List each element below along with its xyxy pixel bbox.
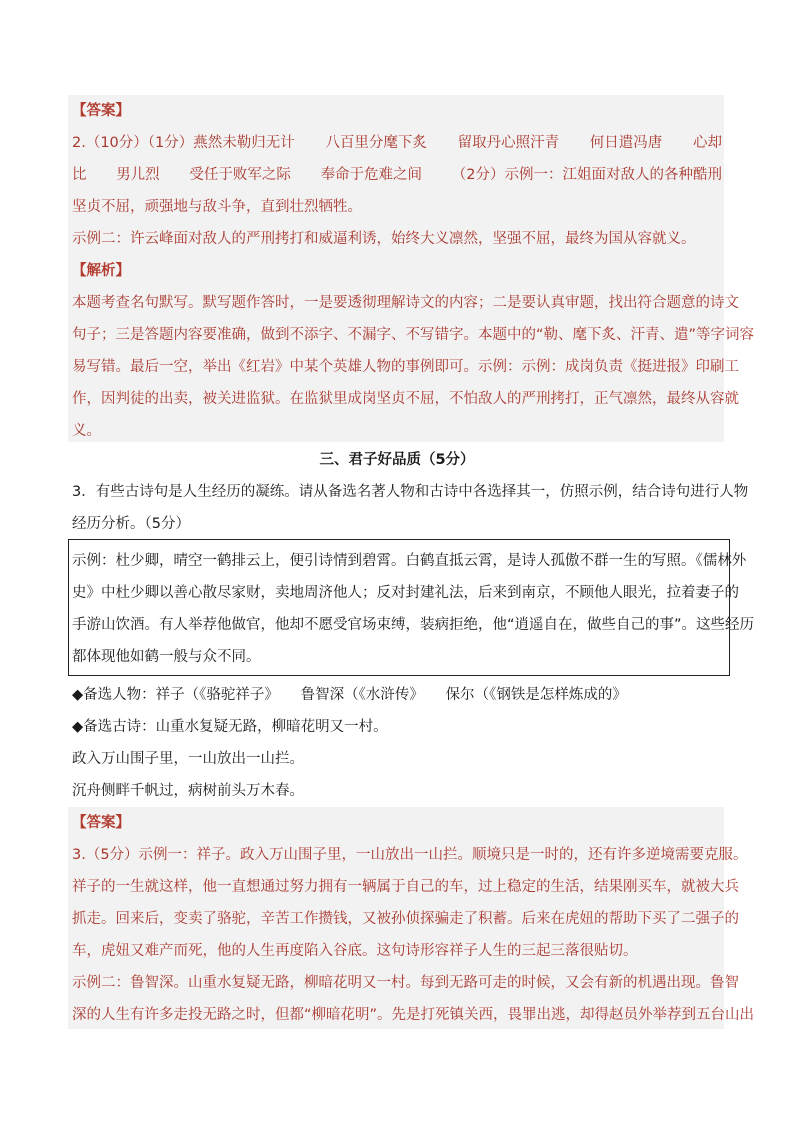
analysis-line: 作，因判徒的出卖，被关进监狱。在监狱里成岗坚贞不屈，不怕敌人的严刑拷打，正气凛然，最终从容就 — [72, 391, 739, 407]
analysis-line: 本题考查名句默写。默写题作答时，一是要透彻理解诗文的内容；二是要认真审题，找出符合题意的诗文 — [72, 295, 739, 311]
candidate-poems: ◆备选古诗：山重水复疑无路，柳暗花明又一村。 — [72, 719, 388, 735]
answer-line: 3.（5分）示例一：祥子。政入万山围子里，一山放出一山拦。顺境只是一时的，还有许多逆境需要克服。 — [72, 847, 748, 863]
analysis-line: 义。 — [72, 423, 101, 439]
poem-line: 政入万山围子里，一山放出一山拦。 — [72, 751, 304, 767]
q2-answer-line-2: 比 男儿烈 受任于败军之际 奉命于危难之间 （2分）示例一：江姐面对敌人的各种酷刑 — [72, 167, 722, 183]
example-line: 手游山饮酒。有人举荐他做官，他却不愿受官场束缚，装病拒绝，他“逍遥自在，做些自己的事”。这些经历 — [72, 617, 755, 633]
poem-line: 沉舟侧畔千帆过，病树前头万木春。 — [72, 783, 304, 799]
q2-answer-line-4: 示例二：许云峰面对敌人的严刑拷打和威逼利诱，始终大义凛然，坚强不屈，最终为国从容就义。 — [72, 231, 696, 247]
section-title: 三、君子好品质（5分） — [319, 452, 475, 468]
q2-answer-line-1: 2.（10分）（1分）燕然未勒归无计 八百里分麾下炙 留取丹心照汗青 何日遣冯唐 心却 — [72, 135, 722, 151]
q2-answer-line-3: 坚贞不屈，顽强地与敌斗争，直到壮烈牺牲。 — [72, 199, 362, 215]
answer-tag: 【答案】 — [72, 815, 130, 831]
answer-line: 示例二：鲁智深。山重水复疑无路，柳暗花明又一村。每到无路可走的时候，又会有新的机遇出现。鲁智 — [72, 975, 739, 991]
answer-line: 车，虎妞又难产而死，他的人生再度陷入谷底。这句诗形容祥子人生的三起三落很贴切。 — [72, 943, 638, 959]
analysis-line: 易写错。最后一空，举出《红岩》中某个英雄人物的事例即可。示例：示例：成岗负责《挺进报》印刷工 — [72, 359, 739, 375]
answer-line: 抓走。回来后，变卖了骆驼，辛苦工作攒钱，又被孙侦探骗走了积蓄。后来在虎妞的帮助下买了二强子的 — [72, 911, 739, 927]
analysis-tag: 【解析】 — [72, 263, 130, 279]
example-line: 都体现他如鹤一般与众不同。 — [72, 649, 261, 665]
answer-tag: 【答案】 — [72, 103, 130, 119]
candidate-characters: ◆备选人物：祥子（《骆驼祥子》 鲁智深（《水浒传》 保尔（《钢铁是怎样炼成的》 — [72, 687, 627, 703]
analysis-line: 句子；三是答题内容要准确，做到不添字、不漏字、不写错字。本题中的“勒、麾下炙、汗青、遣”等字词容 — [72, 327, 755, 343]
answer-line: 祥子的一生就这样，他一直想通过努力拥有一辆属于自己的车，过上稳定的生活，结果刚买车，就被大兵 — [72, 879, 739, 895]
question-3-line: 经历分析。（5分） — [72, 516, 190, 532]
q2-prefix: 2.（10分）（1分） — [72, 135, 194, 151]
example-line: 史》中杜少卿以善心散尽家财，卖地周济他人；反对封建礼法，后来到南京，不顾他人眼光，拉着妻子的 — [72, 585, 739, 601]
answer-line: 深的人生有许多走投无路之时，但都“柳暗花明”。先是打死镇关西，畏罪出逃，却得赵员外举荐到五台山出 — [72, 1007, 755, 1023]
example-line: 示例：杜少卿，晴空一鹤排云上，便引诗情到碧霄。白鹤直抵云霄，是诗人孤傲不群一生的写照。《儒林外 — [72, 553, 747, 569]
question-3-line: 3．有些古诗句是人生经历的凝练。请从备选名著人物和古诗中各选择其一，仿照示例，结合诗句进行人物 — [72, 484, 749, 500]
